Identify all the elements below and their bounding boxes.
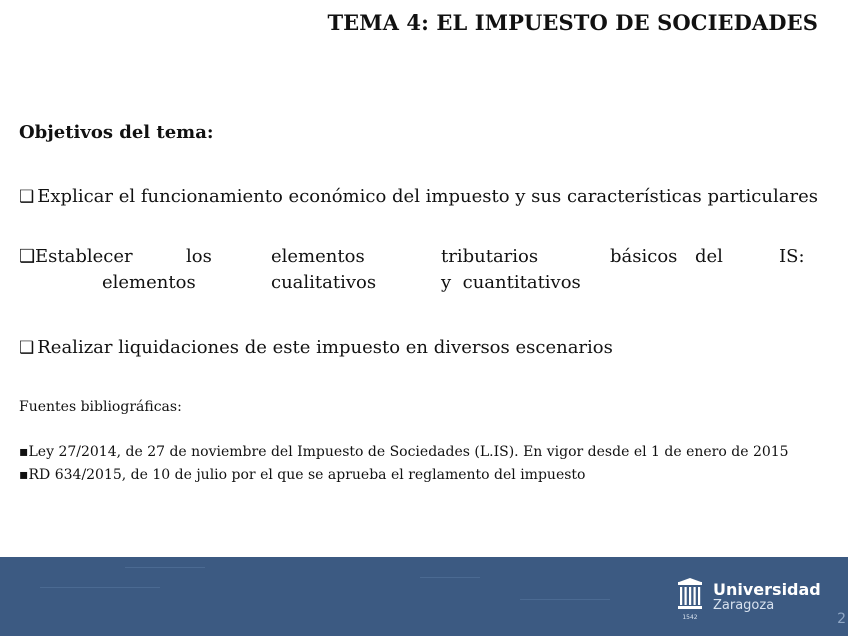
checkbox-bullet-icon: ❑ bbox=[19, 246, 36, 267]
university-city: Zaragoza bbox=[713, 598, 775, 613]
footer-decoration bbox=[125, 567, 205, 568]
square-bullet-icon: ▪ bbox=[19, 444, 29, 460]
objective-item-3 bbox=[19, 335, 613, 361]
footer-decoration bbox=[520, 599, 610, 600]
reference-text: Ley 27/2014, de 27 de noviembre del Impuesto de Sociedades (L.IS). En vigor desde el 1 de enero de 2015 bbox=[28, 444, 789, 460]
objective-word: IS: bbox=[779, 246, 805, 267]
checkbox-bullet-icon: ❑ bbox=[19, 338, 35, 358]
square-bullet-icon: ▪ bbox=[19, 467, 29, 483]
reference-text: RD 634/2015, de 10 de julio por el que se aprueba el reglamento del impuesto bbox=[28, 467, 586, 483]
objective-item-1 bbox=[19, 184, 818, 210]
objective-word: básicos bbox=[610, 246, 678, 267]
page-number: 2 bbox=[837, 611, 846, 627]
footer-decoration bbox=[420, 577, 480, 578]
slide-title: TEMA 4: EL IMPUESTO DE SOCIEDADES bbox=[327, 10, 818, 35]
checkbox-bullet-icon: ❑ bbox=[19, 187, 35, 207]
objective-word: elementos bbox=[102, 272, 196, 293]
objective-word: tributarios bbox=[441, 246, 539, 267]
objective-word: del bbox=[695, 246, 723, 267]
objectives-heading: Objetivos del tema: bbox=[19, 122, 214, 143]
reference-item bbox=[19, 467, 585, 483]
objective-text: Explicar el funcionamiento económico del impuesto y sus características particulares bbox=[37, 186, 818, 207]
university-logo bbox=[676, 578, 826, 622]
objective-word: y cuantitativos bbox=[441, 272, 581, 293]
objective-text: Realizar liquidaciones de este impuesto en diversos escenarios bbox=[37, 337, 613, 358]
university-name: Universidad bbox=[713, 580, 821, 599]
reference-item bbox=[19, 444, 789, 460]
footer-decoration bbox=[40, 587, 160, 588]
objective-word: elementos bbox=[271, 246, 365, 267]
sources-label: Fuentes bibliográficas: bbox=[19, 399, 182, 415]
university-building-icon bbox=[676, 578, 706, 622]
logo-year: 1542 bbox=[682, 614, 698, 621]
objective-word: Establecer bbox=[35, 246, 133, 267]
objective-word: los bbox=[186, 246, 212, 267]
objective-word: cualitativos bbox=[271, 272, 377, 293]
